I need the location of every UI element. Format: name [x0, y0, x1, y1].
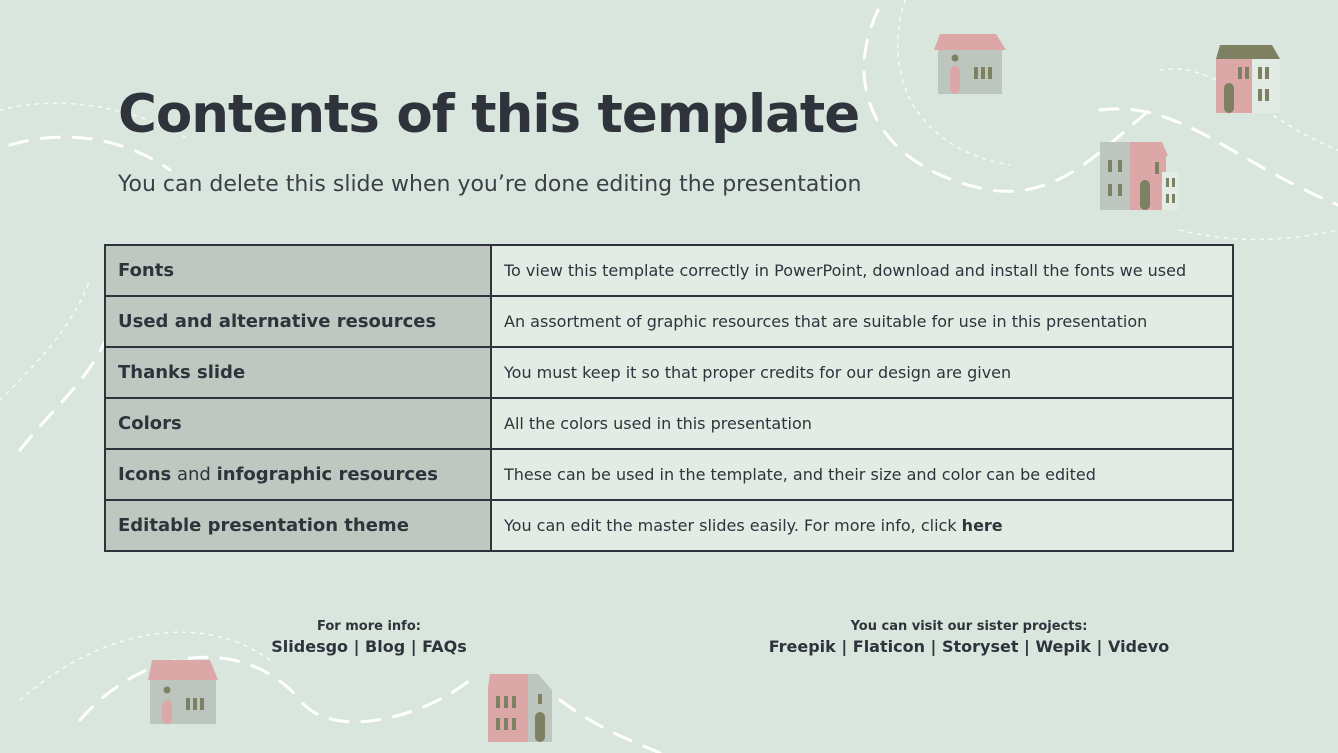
row-description: To view this template correctly in PowerPoint, download and install the fonts we used [491, 245, 1233, 296]
flaticon-link[interactable]: Flaticon [852, 637, 925, 656]
table-row [105, 500, 1233, 551]
footer-links [749, 637, 1189, 656]
row-key [105, 449, 491, 500]
wepik-link[interactable]: Wepik [1035, 637, 1091, 656]
link-separator: | [924, 637, 942, 656]
link-separator: | [405, 637, 423, 656]
page-subtitle: You can delete this slide when you’re done editing the presentation [118, 172, 862, 197]
blog-link[interactable]: Blog [365, 637, 406, 656]
table-row [105, 245, 1233, 296]
faqs-link[interactable]: FAQs [422, 637, 467, 656]
table-row [105, 449, 1233, 500]
row-description: An assortment of graphic resources that are suitable for use in this presentation [491, 296, 1233, 347]
row-description [491, 500, 1233, 551]
row-key-part: Icons [118, 464, 172, 485]
row-key: Editable presentation theme [105, 500, 491, 551]
row-key: Used and alternative resources [105, 296, 491, 347]
here-link[interactable]: here [961, 516, 1003, 535]
footer-label: You can visit our sister projects: [850, 619, 1088, 634]
link-separator: | [835, 637, 853, 656]
row-key-connector: and [171, 464, 217, 485]
freepik-link[interactable]: Freepik [768, 637, 836, 656]
row-key: Thanks slide [105, 347, 491, 398]
row-description: These can be used in the template, and their size and color can be edited [491, 449, 1233, 500]
link-separator: | [348, 637, 366, 656]
footer-sister-projects [749, 619, 1189, 656]
house-icon [934, 30, 1008, 94]
storyset-link[interactable]: Storyset [941, 637, 1019, 656]
footer-more-info [229, 619, 509, 656]
row-key: Fonts [105, 245, 491, 296]
row-description: You must keep it so that proper credits for our design are given [491, 347, 1233, 398]
house-icon [486, 672, 554, 742]
footer-links [229, 637, 509, 656]
link-separator: | [1090, 637, 1108, 656]
row-key: Colors [105, 398, 491, 449]
house-icon [1100, 142, 1178, 210]
row-key-part: infographic resources [216, 464, 438, 485]
link-separator: | [1018, 637, 1036, 656]
footer-label: For more info: [317, 619, 421, 634]
house-icon [146, 660, 220, 724]
table-row [105, 296, 1233, 347]
table-row [105, 347, 1233, 398]
row-description-text: You can edit the master slides easily. For more info, click [504, 516, 962, 535]
house-icon [1214, 45, 1282, 113]
page-title: Contents of this template [118, 84, 860, 145]
slidesgo-link[interactable]: Slidesgo [271, 637, 349, 656]
videvo-link[interactable]: Videvo [1107, 637, 1170, 656]
row-description: All the colors used in this presentation [491, 398, 1233, 449]
contents-table [104, 244, 1234, 552]
table-row [105, 398, 1233, 449]
